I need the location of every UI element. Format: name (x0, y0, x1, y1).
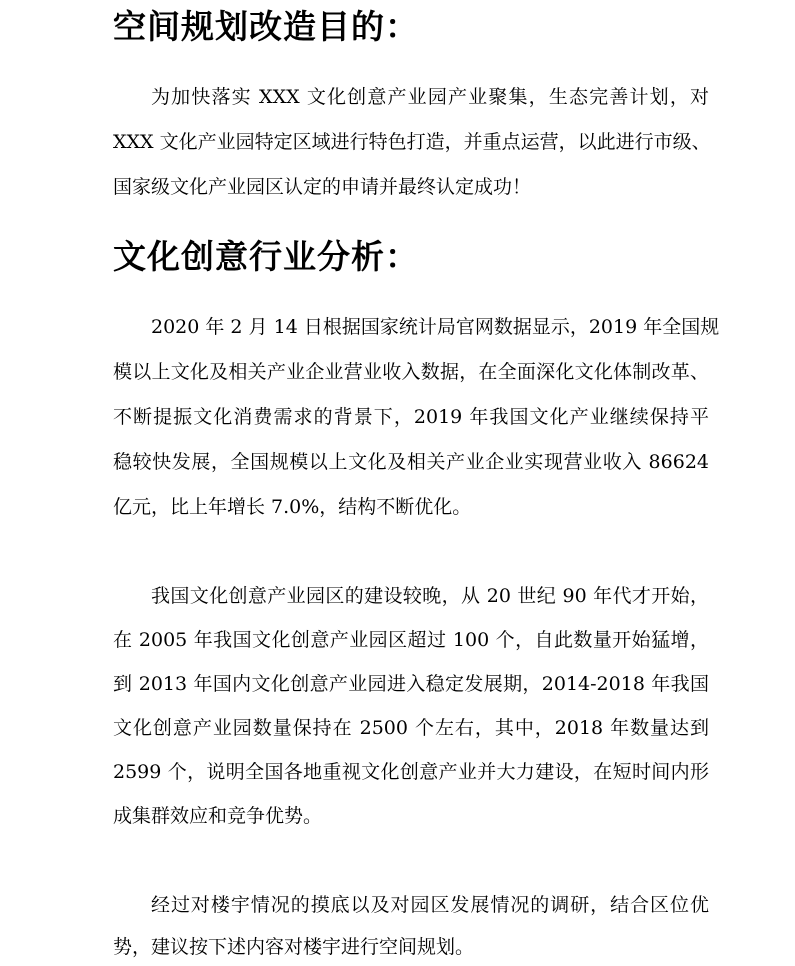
paragraph-line: 在 2005 年我国文化创意产业园区超过 100 个，自此数量开始猛增， (113, 629, 709, 651)
paragraph-line: 国家级文化产业园区认定的申请并最终认定成功！ (113, 176, 532, 198)
paragraph-line: XXX 文化产业园特定区域进行特色打造，并重点运营，以此进行市级、 (113, 131, 711, 153)
paragraph-line: 为加快落实 XXX 文化创意产业园产业聚集，生态完善计划，对 (151, 86, 709, 108)
section-heading-analysis: 文化创意行业分析： (113, 237, 419, 276)
paragraph-line: 不断提振文化消费需求的背景下，2019 年我国文化产业继续保持平 (113, 406, 709, 428)
paragraph-line: 成集群效应和竞争优势。 (113, 805, 323, 827)
paragraph-line: 2599 个，说明全国各地重视文化创意产业并大力建设，在短时间内形 (113, 761, 709, 783)
paragraph-line: 2020 年 2 月 14 日根据国家统计局官网数据显示，2019 年全国规 (151, 316, 720, 338)
paragraph-line: 到 2013 年国内文化创意产业园进入稳定发展期，2014-2018 年我国 (113, 673, 709, 695)
paragraph-line: 稳较快发展，全国规模以上文化及相关产业企业实现营业收入 86624 (113, 451, 709, 473)
paragraph-line: 文化创意产业园数量保持在 2500 个左右，其中，2018 年数量达到 (113, 717, 709, 739)
section-heading-purpose: 空间规划改造目的： (113, 7, 419, 46)
paragraph-line: 亿元，比上年增长 7.0%，结构不断优化。 (113, 496, 472, 518)
paragraph-line: 模以上文化及相关产业企业营业收入数据，在全面深化文化体制改革、 (113, 361, 709, 383)
paragraph-line: 经过对楼宇情况的摸底以及对园区发展情况的调研，结合区位优 (151, 894, 709, 916)
paragraph-line: 势，建议按下述内容对楼宇进行空间规划。 (113, 936, 475, 958)
paragraph-line: 我国文化创意产业园区的建设较晚，从 20 世纪 90 年代才开始， (151, 585, 709, 607)
